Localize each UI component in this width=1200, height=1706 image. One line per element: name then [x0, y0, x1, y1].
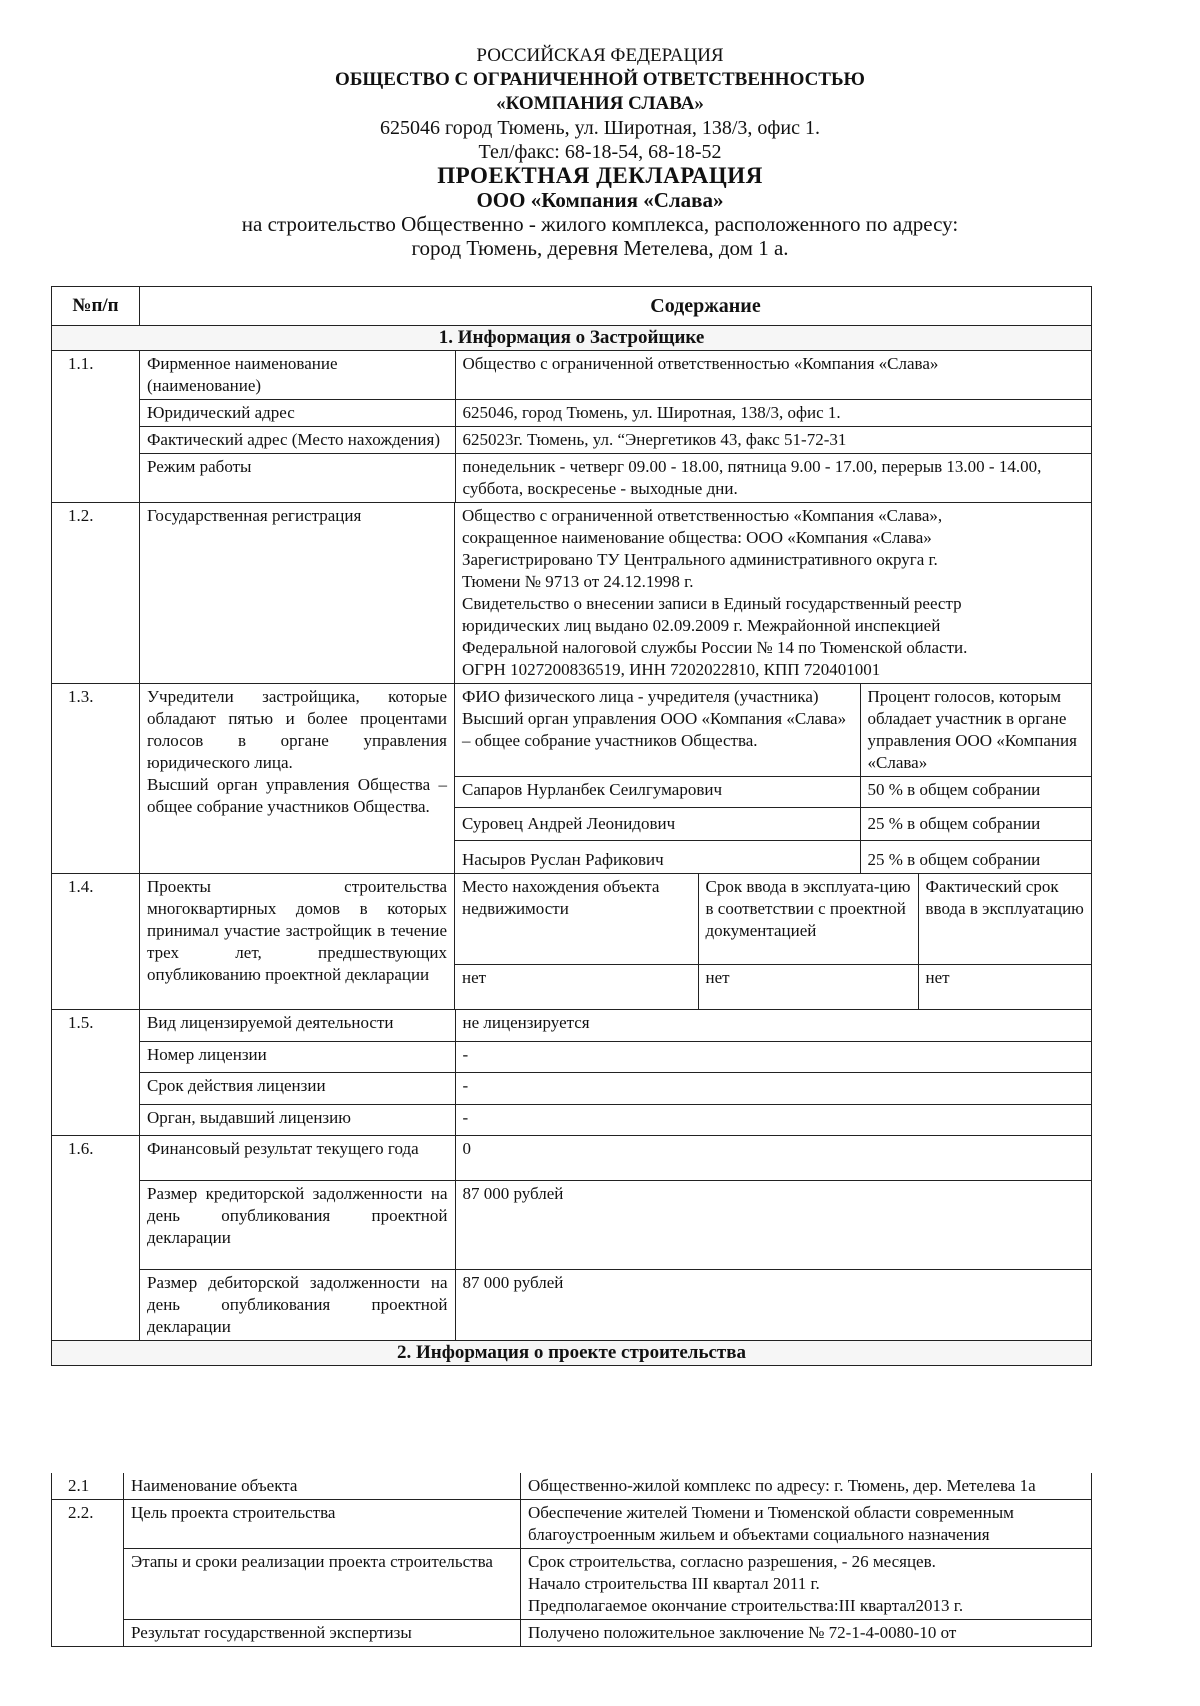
row-num-2-2: 2.2. [52, 1500, 124, 1647]
receivables-label: Размер дебиторской задолженности на день опубликования проектной декларации [140, 1270, 455, 1341]
founders-col-share-header: Процент голосов, которым обладает участник в органе управления ООО «Компания «Слава» [860, 684, 1092, 777]
legal-address-value: 625046, город Тюмень, ул. Широтная, 138/3, офис 1. [455, 400, 1092, 427]
row-num-1-3: 1.3. [52, 684, 140, 874]
founder-share: 50 % в общем собрании [860, 777, 1092, 808]
org-name-line1: ОБЩЕСТВО С ОГРАНИЧЕННОЙ ОТВЕТСТВЕННОСТЬЮ [335, 69, 865, 90]
country-name: РОССИЙСКАЯ ФЕДЕРАЦИЯ [476, 45, 724, 66]
license-number-value: - [455, 1042, 1092, 1073]
work-hours-label: Режим работы [140, 454, 455, 503]
expertise-label: Результат государственной экспертизы [124, 1620, 521, 1647]
row-num-1-6: 1.6. [52, 1136, 140, 1341]
actual-address-label: Фактический адрес (Место нахождения) [140, 427, 455, 454]
license-type-label: Вид лицензируемой деятельности [140, 1010, 455, 1042]
section2-title: 2. Информация о проекте строительства [52, 1341, 1092, 1366]
projects-planned-value: нет [698, 965, 918, 1010]
row-num-1-4: 1.4. [52, 874, 140, 1010]
header-content: Содержание [140, 287, 1092, 326]
founders-label: Учредители застройщика, которые обладают пятью и более процентами голосов в органе управления юридического лица. Высший орган управления Общества – общее собрание участников Общества. [140, 684, 455, 874]
list-item [455, 841, 1092, 874]
stages-label: Этапы и сроки реализации проекта строительства [124, 1549, 521, 1620]
projects-col-location: Место нахождения объекта недвижимости [455, 874, 698, 965]
section1-title: 1. Информация о Застройщике [52, 326, 1092, 351]
founder-name: Сапаров Нурланбек Сеилгумарович [455, 777, 860, 808]
projects-col-planned: Срок ввода в эксплуата-цию в соответствии с проектной документацией [698, 874, 918, 965]
company-name: ООО «Компания «Слава» [476, 188, 724, 212]
table-row [52, 1500, 1092, 1549]
founder-name: Насыров Руслан Рафикович [455, 841, 860, 874]
row-num-1-1: 1.1. [52, 351, 140, 503]
project-info-table [51, 1473, 1092, 1647]
payables-label: Размер кредиторской задолженности на день опубликования проектной декларации [140, 1181, 455, 1270]
table-row [52, 503, 1092, 684]
org-address: 625046 город Тюмень, ул. Широтная, 138/3, офис 1. [380, 117, 820, 139]
object-name-value: Общественно-жилой комплекс по адресу: г. Тюмень, дер. Метелева 1а [521, 1473, 1092, 1500]
stages-value: Срок строительства, согласно разрешения, - 26 месяцев. Начало строительства III квартал 2011 г. Предполагаемое окончание строительства:III квартал2013 г. [521, 1549, 1092, 1620]
projects-actual-value: нет [918, 965, 1092, 1010]
project-goal-label: Цель проекта строительства [124, 1500, 521, 1549]
registration-value: Общество с ограниченной ответственностью «Компания «Слава», сокращенное наименование общества: ООО «Компания «Слава» Зарегистрировано ТУ Центрального административного округа г. Тюмени № 9713 от 24.12.1998 г. Свидетельство о внесении записи в Единый государственный реестр юридических лиц выдано 02.09.2009 г. Межрайонной инспекцией Федеральной налоговой службы России № 14 по Тюменской области. ОГРН 1027200836519, ИНН 7202022810, КПП 720401001 [455, 503, 1092, 684]
subject-line2: город Тюмень, деревня Метелева, дом 1 а. [411, 236, 789, 260]
object-name-label: Наименование объекта [124, 1473, 521, 1500]
financial-result-label: Финансовый результат текущего года [140, 1136, 455, 1181]
table-row [52, 351, 1092, 503]
license-type-value: не лицензируется [455, 1010, 1092, 1042]
row-num-2-1: 2.1 [52, 1473, 124, 1500]
firm-name-value: Общество с ограниченной ответственностью «Компания «Слава» [455, 351, 1092, 400]
header-num: №п/п [52, 287, 140, 326]
founder-name: Суровец Андрей Леонидович [455, 808, 860, 841]
subject-line1: на строительство Общественно - жилого комплекса, расположенного по адресу: [241, 212, 959, 236]
legal-address-label: Юридический адрес [140, 400, 455, 427]
license-term-value: - [455, 1073, 1092, 1105]
table-row [52, 1010, 1092, 1136]
document-title: ПРОЕКТНАЯ ДЕКЛАРАЦИЯ [437, 163, 763, 188]
list-item [455, 808, 1092, 841]
row-num-1-2: 1.2. [52, 503, 140, 684]
financial-result-value: 0 [455, 1136, 1092, 1181]
founder-share: 25 % в общем собрании [860, 808, 1092, 841]
table-row [52, 874, 1092, 1010]
list-item [455, 777, 1092, 808]
actual-address-value: 625023г. Тюмень, ул. “Энергетиков 43, факс 51-72-31 [455, 427, 1092, 454]
founders-col-name-header: ФИО физического лица - учредителя (участника) Высший орган управления ООО «Компания «Слава» – общее собрание участников Общества. [455, 684, 860, 777]
org-name-line2: «КОМПАНИЯ СЛАВА» [496, 93, 704, 114]
license-term-label: Срок действия лицензии [140, 1073, 455, 1105]
expertise-value: Получено положительное заключение № 72-1-4-0080-10 от [521, 1620, 1092, 1647]
document-header [0, 44, 1200, 260]
license-issuer-value: - [455, 1105, 1092, 1136]
table-row [52, 1136, 1092, 1341]
license-issuer-label: Орган, выдавший лицензию [140, 1105, 455, 1136]
row-num-1-5: 1.5. [52, 1010, 140, 1136]
table-header-row [52, 287, 1092, 326]
table-row [52, 1473, 1092, 1500]
payables-value: 87 000 рублей [455, 1181, 1092, 1270]
org-phone: Тел/факс: 68-18-54, 68-18-52 [478, 141, 722, 163]
projects-col-actual: Фактический срок ввода в эксплуатацию [918, 874, 1092, 965]
table-row [52, 1549, 1092, 1620]
receivables-value: 87 000 рублей [455, 1270, 1092, 1341]
license-number-label: Номер лицензии [140, 1042, 455, 1073]
project-goal-value: Обеспечение жителей Тюмени и Тюменской области современным благоустроенным жильем и объектами социального назначения [521, 1500, 1092, 1549]
table-row [52, 1620, 1092, 1647]
founder-share: 25 % в общем собрании [860, 841, 1092, 874]
table-row [52, 684, 1092, 874]
firm-name-label: Фирменное наименование (наименование) [140, 351, 455, 400]
developer-info-table [51, 286, 1092, 1366]
projects-location-value: нет [455, 965, 698, 1010]
projects-label: Проекты строительства многоквартирных домов в которых принимал участие застройщик в течение трех лет, предшествующих опубликованию проектной декларации [140, 874, 455, 1010]
registration-label: Государственная регистрация [140, 503, 455, 684]
work-hours-value: понедельник - четверг 09.00 - 18.00, пятница 9.00 - 17.00, перерыв 13.00 - 14.00, суббота, воскресенье - выходные дни. [455, 454, 1092, 503]
